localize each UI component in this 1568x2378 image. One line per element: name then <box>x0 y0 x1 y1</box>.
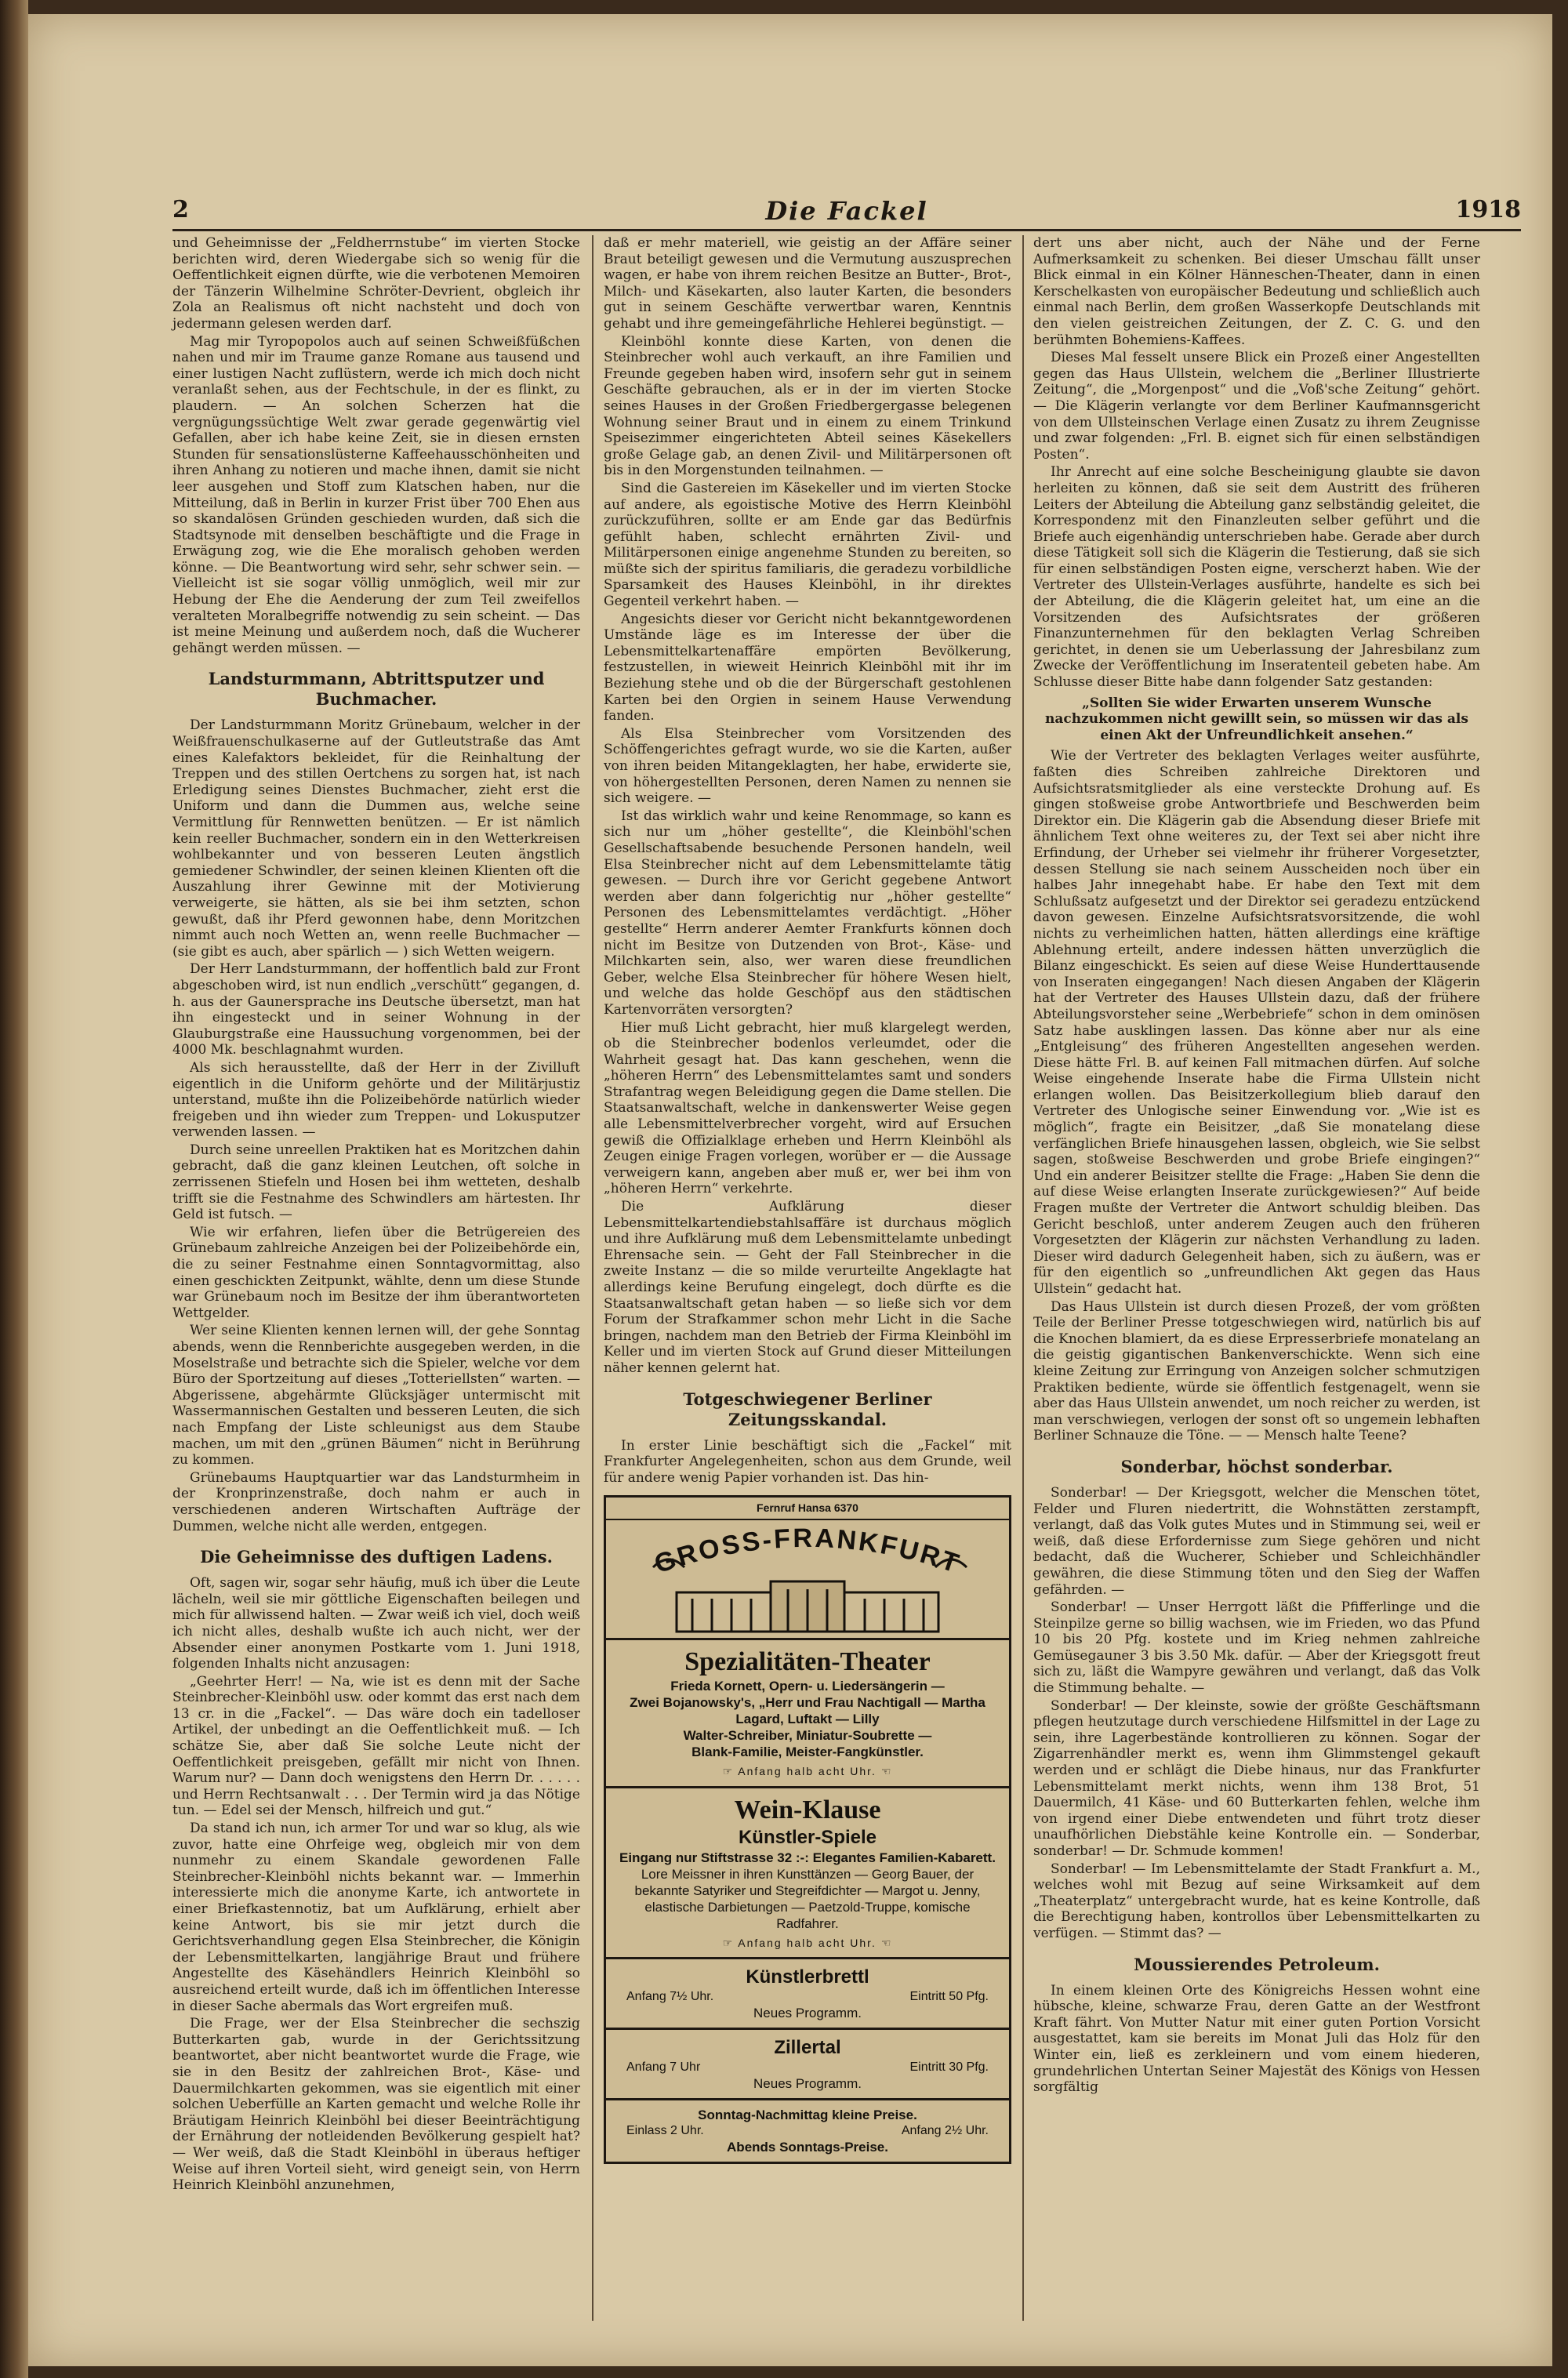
ad-title: Spezialitäten-Theater <box>684 1646 931 1676</box>
paragraph: Die Frage, wer der Elsa Steinbrecher die sechszig Butterkarten gab, wurde in der Gerichtssitzung beantwortet, aber nicht beantwortet wurde die Frage, wie sie in den Besitz der zahlreichen Brot-, Käse- und Dauermilchkarten gekommen, was sie eigentlich mit einer solchen Ueberfülle an Karten gemacht und welche Rolle ihr Bräutigam Heinrich Kleinböhl bei dieser Beeinträchtigung der Ernährung der notleidenden Bevölkerung gespielt hat? — Wer weiß, daß die Stadt Kleinböhl in überaus heftiger Weise auf ihren Vorteil sieht, wird geneigt sein, von Herrn Heinrich Kleinböhl anzunehmen, <box>172 2016 580 2194</box>
paragraph: Oft, sagen wir, sogar sehr häufig, muß ich über die Leute lächeln, weil sie mir göttliche Eigenschaften beilegen und mich für allwissend halten. — Zwar weiß ich viel, doch weiß ich nicht alles, deshalb wußte ich auch nicht, wer der Absender einer anonymen Postkarte vom 1. Juni 1918, folgenden Inhalts nicht anzusagen: <box>172 1575 580 1672</box>
ad-weinklause <box>606 1788 1009 1960</box>
paragraph: In einem kleinen Orte des Königreichs Hessen wohnt eine hübsche, kleine, schwarze Frau, deren Gatte an der Westfront Kraft fährt. Von Mutter Natur mit einer guten Portion Vorsicht ausgestattet, kam sie bereits im Monat Juli das Holz für den Winter ein, ließ es zerkleinern und vom einem hiederen, grundehrlichen Untertan Seiner Majestät des Königs von Hessen sorgfältig <box>1033 1982 1480 2096</box>
paragraph: dert uns aber nicht, auch der Nähe und der Ferne Aufmerksamkeit zu schenken. Bei dieser Umschau fällt unser Blick einmal in ein Kölner Hänneschen-Theater, dann in einen Kerschelkasten von europäischer Bedeutung und schließlich auch einmal nach Berlin, dem großen Wasserkopfe Deutschlands mit den vielen geistreichen Zeitungen, der Z. C. G. und den berühmten Bohemiens-Kaffees. <box>1033 235 1480 348</box>
ad-title: Künstlerbrettl <box>746 1966 869 1988</box>
paragraph: Da stand ich nun, ich armer Tor und war so klug, als wie zuvor, hatte eine Ohrfeige weg, obgleich mir von dem nunmehr zu einem Skandale gewordenen Falle Steinbrecher-Kleinböhl nichts bekannt war. — Immerhin interessierte mich die anonyme Karte, ich antwortete in einer Briefkastennotiz, bat um Aufklärung, erhielt aber keine Antwort, bis sie mir jetzt durch die Gerichtsverhandlung gegen Elsa Steinbrecher, die Königin der Lebensmittelkarten, langjährige Braut und frühere Angestellte des Käsehändlers Heinrich Kleinböhl so ausreichend erteilt wurde, daß ich im öffentlichen Interesse in dieser Sache abermals das Wort ergreifen muß. <box>172 1821 580 2014</box>
paragraph: Das Haus Ullstein ist durch diesen Prozeß, der vom größten Teile der Berliner Presse totgeschwiegen wird, natürlich bis auf die Knochen blamiert, da es diese Erpresserbriefe monatelang an die geistig gigantischen Bankenverschickte. Wenn sich eine kleine Zeitung zur Erringung von Anzeigen solcher schmutzigen Praktiken bediente, würde sie öffentlich festgenagelt, wenn sie aber das Haus Ullstein anwendet, um noch reicher zu werden, ist man verschwiegen, verlogen der sonst oft so ungemein lebhaften Berliner Schnauze die Töne. — — Mensch halte Teene? <box>1033 1298 1480 1444</box>
paragraph: Kleinböhl konnte diese Karten, von denen die Steinbrecher wohl auch verkauft, an ihre Familien und Freunde gegeben haben wird, insofern sehr gut in seinem Geschäfte gebrauchen, als er in der im vierten Stocke seines Hauses in der Großen Friedbergergasse belegenen Wohnung seiner Braut und in einem zu einem Trinkund Speisezimmer eingerichteten Abteil seines Käsekellers große Gelage gab, an denen Zivil- und Militärpersonen oft bis in den Morgenstunden teilnahmen. — <box>604 333 1011 479</box>
ad-line: Eingang nur Stiftstrasse 32 :-: Elegantes Familien-Kabarett. <box>619 1850 996 1865</box>
paragraph: daß er mehr materiell, wie geistig an der Affäre seiner Braut beteiligt gewesen und die Vermutung auszusprechen wagen, er habe von ihrem reichen Besitze an Butter-, Brot-, Milch- und Käsekarten, also lauter Karten, die besonders gut in seinem Geschäfte verwertbar waren, Kenntnis gehabt und ihre gemeingefährliche Hehlerei begünstigt. — <box>604 235 1011 332</box>
ad-logo-text: GROSS-FRANKFURT <box>651 1523 965 1580</box>
article-heading: Moussierendes Petroleum. <box>1134 1954 1380 1974</box>
paragraph: Angesichts dieser vor Gericht nicht bekanntgewordenen Umstände läge es im Interesse der über die Lebensmittelkartenaffäre empörten Bevölkerung, festzustellen, in wieweit Heinrich Kleinböhl mit ihr im Beziehung stehe und ob die der Bürgerschaft gestohlenen Karten bei den Orgien in seinem Hause Verwendung fanden. <box>604 611 1011 724</box>
paragraph: Der Landsturmmann Moritz Grünebaum, welcher in der Weißfrauenschulkaserne auf der Gutleutstraße das Amt eines Kalefaktors bekleidet, für die Reinhaltung der Treppen und des stillen Oertchens zu sorgen hat, ist nach Erledigung seines Dienstes Buchmacher, zieht erst die Uniform und dann die Dummen aus, welche seine Vermittlung für Rennwetten benützen. — Er ist nämlich kein reeller Buchmacher, sondern ein in den Wetterkreisen wohlbekannter und von besseren Leuten ängstlich gemiedener Schwindler, der seinen kleinen Klienten oft die Auszahlung ihrer Gewinne mit der Motivierung verweigerte, sie hätten, als sie bei ihm setzten, schon gewußt, daß ihr Pferd gewonnen habe, denn Moritzchen nimmt auch noch Wetten an, wenn reelle Buchmacher — (sie gibt es auch, aber spärlich — ) sich Wetten weigern. <box>172 717 580 960</box>
paragraph: Dieses Mal fesselt unsere Blick ein Prozeß einer Angestellten gegen das Haus Ullstein, welchem die „Berliner Illustrierte Zeitung“, die „Morgenpost“ und die „Voß'sche Zeitung“ gehört. — Die Klägerin verlangte vor dem Berliner Kaufmannsgericht von dem Ullsteinschen Verlage einen Zusatz zu ihrem Zeugnisse und zwar folgenden: „Frl. B. eignet sich für einen selbständigen Posten“. <box>1033 350 1480 463</box>
ad-start: Anfang 7½ Uhr. <box>626 1990 714 2004</box>
ad-sonntag <box>606 2100 1009 2162</box>
page-number: 2 <box>172 196 189 223</box>
ad-line: Lore Meissner in ihren Kunsttänzen — Georg Bauer, der bekannte Satyriker und Stegreifdichter — Margot u. Jenny, elastische Darbietungen — Paetzold-Truppe, komische Radfahrer. <box>634 1866 981 1931</box>
column-divider <box>592 235 593 2321</box>
ad-program: Neues Programm. <box>753 2076 862 2092</box>
paragraph: Als Elsa Steinbrecher vom Vorsitzenden des Schöffengerichtes gefragt wurde, wo sie die Karten, außer von ihren beiden Mitangeklagten, her habe, erwiderte sie, von höhergestellten Personen, deren Namen zu nennen sie sich weigere. — <box>604 725 1011 807</box>
ad-spezialitaeten <box>606 1640 1009 1788</box>
ad-line: Einlass 2 Uhr. <box>626 2124 704 2138</box>
ad-start-time: ☞ Anfang halb acht Uhr. ☜ <box>722 1764 893 1777</box>
ad-title: Wein-Klause <box>734 1795 881 1824</box>
ad-line: Frieda Kornett, Opern- u. Liedersängerin — <box>670 1678 945 1694</box>
ad-kuenstlerbrettl <box>606 1959 1009 2030</box>
paragraph: Der Herr Landsturmmann, der hoffentlich bald zur Front abgeschoben wird, ist nun endlich „verschütt“ gegangen, d. h. aus der Gaunersprache ins Deutsche übersetzt, man hat ihn eingesteckt und in seiner Wohnung in der Glauburgstraße eine Haussuchung vorgenommen, bei der 4000 Mk. beschlagnahmt wurden. <box>172 961 580 1058</box>
paragraph: Ist das wirklich wahr und keine Renommage, so kann es sich nur um „höher gestellte“, die Kleinböhl'schen Gesellschaftsabende besuchende Personen handeln, weil Elsa Steinbrecher nicht auf dem Lebensmittelamte tätig gewesen. — Durch ihre vor Gericht gegebene Antwort werden aber dann folgerichtig nur „höher gestellte“ Personen des Lebensmittelamtes verdächtigt. „Höher gestellte“ Herrn anderer Aemter Frankfurts können doch nicht im Besitze von Dutzenden von Brot-, Käse- und Milchkarten sein, also, wer waren diese freundlichen Geber, welche Elsa Steinbrecher für höhere Wesen hielt, und welche das holde Geschöpf aus den städtischen Kartenvorräten versorgten? <box>604 808 1011 1018</box>
paragraph: In erster Linie beschäftigt sich die „Fackel“ mit Frankfurter Angelegenheiten, schon aus dem Grunde, weil für andere wenig Papier vorhanden ist. Das hin- <box>604 1437 1011 1486</box>
paragraph: und Geheimnisse der „Feldherrnstube“ im vierten Stocke berichten wird, deren Wiedergabe sich so wenig für die Oeffentlichkeit eignen dürfte, wie die verbotenen Memoiren der Tänzerin Wilhelmine Schröter-Devrient, obgleich ihr Zola an Realismus oft nicht nachsteht und doch von jedermann gelesen werden darf. <box>172 235 580 332</box>
paragraph: Sonderbar! — Der kleinste, sowie der größte Geschäftsmann pflegen heutzutage durch verschiedene Hilfsmittel in der Lage zu sein, ihre Lagerbestände kontrollieren zu können. Sogar der Zigarrenhändler merkt es, wenn ihm Glimmstengel gekauft werden und er schlägt die Diebe hinaus, nur das Frankfurter Lebensmittelamt merkt nichts, wenn ihm 138 Brot, 51 Dauermilch, 41 Käse- und 60 Butterkarten fehlen, welche ihm von irgend einer Diebe entwendeten und führt trotz dieser unaufhörlichen Diebstähle keine Kontrolle ein. — Sonderbar, sonderbar! — Dr. Schmude kommen! <box>1033 1697 1480 1859</box>
column-middle <box>604 235 1011 2164</box>
paragraph: Sonderbar! — Unser Herrgott läßt die Pfifferlinge und die Steinpilze gerne so billig wachsen, wie im Frieden, wo das Pfund 10 bis 20 Pfg. kostete und im Krieg nehmen zahlreiche Gemüsegauner 3 bis 3.50 Mk. dafür. — Aber der Kriegsgott freut sich zu, läßt die Wampyre gewähren und verlangt, daß das Volk die Stimmung behalte. — <box>1033 1599 1480 1697</box>
paragraph: „Geehrter Herr! — Na, wie ist es denn mit der Sache Steinbrecher-Kleinböhl usw. oder kommt das erst nach dem 13 cr. in die „Fackel“. — Das wäre doch ein tadelloser Artikel, der unbedingt an die Oeffentlichkeit muß. — Ich schätze Sie, aber daß Sie solche Leute nicht der Oeffentlichkeit preisgeben, gefällt mir nicht von Ihnen. Warum nur? — Dann doch wenigstens den Herrn Dr. . . . . . und Herrn Rechtsanwalt . . . Der Termin wird ja das Nötige tun. — Edel sei der Mensch, hilfreich und gut.“ <box>172 1673 580 1819</box>
article-heading: Landsturmmann, Abtrittsputzer und Buchmacher. <box>208 669 545 710</box>
article-heading: Sonderbar, höchst sonderbar. <box>1120 1456 1393 1476</box>
theater-advertisement <box>604 1495 1011 2164</box>
ad-phone: Fernruf Hansa 6370 <box>606 1498 1009 1520</box>
page-header <box>172 196 1521 227</box>
column-right <box>1033 235 1480 2097</box>
paragraph: Ihr Anrecht auf eine solche Bescheinigung glaubte sie davon herleiten zu können, daß sie seit dem Austritt des früheren Leiters der Abteilung die Abteilung ganz selbständig geleitet, die Korrespondenz mit den Finanzleuten selber geführt und die Briefe auch eigenhändig unterschrieben habe. Gerade aber durch diese Tätigkeit soll sich die Klägerin die Testierung, daß sie sich für einen selbständigen Posten eigne, verscherzt haben. Wie der Vertreter des Ullstein-Verlages ausführte, handelte es sich bei der Abteilung, die die Klägerin geleitet hat, um eine an die Vorsitzenden des Aufsichtsrates der größeren Finanzunternehmen für den beklagten Verlag Schreiben gerichtet, in denen sie um Ueberlassung der Jahresbilanz zum Zwecke der Veröffentlichung im Inseratenteil gebeten habe. Am Schlusse dieser Bitte habe dann folgender Satz gestanden: <box>1033 464 1481 691</box>
ad-line: Walter-Schreiber, Miniatur-Soubrette — <box>683 1727 932 1743</box>
ad-zillertal <box>606 2030 1009 2100</box>
article-heading: Die Geheimnisse des duftigen Ladens. <box>200 1547 553 1567</box>
building-illustration <box>606 1520 1009 1638</box>
paragraph: Als sich herausstellte, daß der Herr in der Zivilluft eigentlich in die Uniform gehörte und der Militärjustiz unterstand, mußte ihn die Polizeibehörde natürlich wieder freigeben und ihn wieder zum Treppen- und Lokusputzer verwenden lassen. — <box>172 1059 580 1141</box>
ad-line: Zwei Bojanowsky's, „Herr und Frau Nachtigall — Martha Lagard, Luftakt — Lilly <box>630 1694 985 1726</box>
ad-line: Anfang 2½ Uhr. <box>901 2124 989 2138</box>
paragraph: Wie der Vertreter des beklagten Verlages weiter ausführte, faßten dies Schreiben zahlreiche Direktoren und Aufsichtsratsmitglieder als eine versteckte Drohung auf. Es gingen stoßweise grobe Antwortbriefe und Beschwerden beim Direktor ein. Die Klägerin gab die Absendung dieser Briefe mit ähnlichem Text ohne weiteres zu, der Text sei aber nicht ihre Erfindung, der Urheber sei vielmehr ihr früherer Vorgesetzter, dessen Stellung sie nach seinem Ausscheiden noch über ein halbes Jahr innegehabt habe. Er habe den Text mit dem Schlußsatz aufgesetzt und der Direktor sei geradezu entzückend davon gewesen. Einzelne Aufsichtsratsvorsitzende, die wohl nichts zu verheimlichen hatten, hätten allerdings eine kräftige Ablehnung erteilt, andere indessen hätten unverzüglich die Bilanz eingeschickt. Es seien auf diese Weise Hunderttausende von Inseraten eingegangen! Nach diesen Angaben der Klägerin hat der Vertreter des Hauses Ullstein dazu, daß der frühere Abteilungsvorsteher seine „Werbebriefe“ schon in dem ominösen Satz habe ausklingen lassen. Das könne aber nur als eine „Entgleisung“ des früheren Angestellten angesehen werden. Diese hätte Frl. B. auf keinen Fall mitmachen dürfen. Auf solche Weise eingehende Inserate habe die Firma Ullstein nicht erlangen wollen. Das Beisitzerkollegium blieb darauf den Vertreter des Unlogische seiner Einwendung vor. „Wie ist es möglich“, fragte ein Beisitzer, „daß Sie monatelang diese verfänglichen Briefe hinausgehen lassen, obgleich, wie Sie selbst sagen, stoßweise Beschwerden und grobe Briefe eingingen?“ Und ein anderer Beisitzer stellte die Frage: „Haben Sie denn die auf diese Weise erlangten Inserate zurückgewiesen?“ Auf beide Fragen mußte der Vertreter die Antwort schuldig bleiben. Das Gericht beschloß, unter anderem Zeugen auch den früheren Vorgesetzten der Klägerin zur nächsten Verhandlung zu laden. Dieser wird dadurch Gelegenheit haben, sich zu äußern, was er für den eigentlich so „unfreundlichen Akt gegen das Haus Ullstein“ gedacht hat. <box>1033 748 1480 1297</box>
paragraph: Wer seine Klienten kennen lernen will, der gehe Sonntag abends, wenn die Rennberichte ausgegeben werden, in die Moselstraße und betrachte sich die Spieler, welche vor dem Büro der Sportzeitung auf dieses „Totteriellsten“ warten. — Abgerissene, abgehärmte Glücksjäger untermischt mit Wassermannischen Gestalten und besseren Leuten, die sich nach Empfang der Liste schleunigst aus dem Staube machen, um mit den „grünen Bäumen“ nicht in Berührung zu kommen. <box>172 1323 580 1469</box>
ad-program: Neues Programm. <box>753 2006 862 2021</box>
ad-start-time: ☞ Anfang halb acht Uhr. ☜ <box>722 1936 893 1949</box>
ad-price: Eintritt 50 Pfg. <box>909 1990 989 2004</box>
ad-subtitle: Künstler-Spiele <box>738 1826 877 1848</box>
ad-price: Eintritt 30 Pfg. <box>909 2060 989 2075</box>
column-left <box>172 235 580 2195</box>
quote: „Sollten Sie wider Erwarten unserem Wunsche nachzukommen nicht gewillt sein, so müssen wir das als einen Akt der Unfreundlichkeit ansehen.“ <box>1045 695 1468 743</box>
ad-start: Anfang 7 Uhr <box>626 2060 701 2075</box>
paragraph: Sonderbar! — Im Lebensmittelamte der Stadt Frankfurt a. M., welches wohl mit Bezug auf seine Wirksamkeit auf dem „Theaterplatz“ untergebracht wurde, hat es keine Kontrolle, daß die Berechtigung haben, kontrollos über Lebensmittelkarten zu verfügen. — Stimmt das? — <box>1033 1861 1480 1941</box>
ad-logo-building <box>606 1520 1009 1640</box>
book-binding <box>0 0 28 2378</box>
ad-line: Abends Sonntags-Preise. <box>727 2140 888 2155</box>
ad-title: Sonntag-Nachmittag kleine Preise. <box>698 2108 917 2123</box>
paragraph: Mag mir Tyropopolos auch auf seinen Schweißfüßchen nahen und mir im Traume ganze Romane aus tausend und einer lustigen Nacht zuflüstern, werde ich mich doch nicht veranlaßt sehen, aus der Fechtschule, in der es flinkt, zu plaudern. — An solchen Scherzen hat die vergnügungssüchtige Welt zwar gerade gegenwärtig viel Gefallen, aber ich habe keine Zeit, sie in diesen ernsten Stunden für sensationslüsterne Kaffeehausschönheiten und ihren Anhang zu notieren und mache ihnen, damit sie nicht leer ausgehen und Stoff zum Klatschen haben, nur die Mitteilung, daß in Berlin in kurzer Frist über 700 Ehen aus so skandalösen Gründen geschieden wurden, daß sich die Stadtsynode mit denselben beschäftigte und die Frage in Erwägung zog, wie die Ehe moralisch gehoben werden könne. — Die Beantwortung wird sehr, sehr schwer sein. — Vielleicht ist sie sogar völlig unmöglich, weil mir zur Hebung der Ehe die Aenderung der zum Teil zweifellos veralteten Moralbegriffe notwendig zu sein scheint. — Das ist meine Meinung und außerdem noch, daß die Wucherer gehängt werden müssen. — <box>172 333 580 656</box>
paragraph: Durch seine unreellen Praktiken hat es Moritzchen dahin gebracht, daß die ganz kleinen Leutchen, oft solche in zerrissenen Stiefeln und Hosen bei ihm wetteten, deshalb trifft sie die Festnahme des Schwindlers am härtesten. Ihr Geld ist futsch. — <box>172 1142 580 1223</box>
paragraph: Sind die Gastereien im Käsekeller und im vierten Stocke auf andere, als egoistische Motive des Herrn Kleinböhl zurückzuführen, sollte er am Ende gar das Bedürfnis gefühlt haben, schlecht ernährten Zivil- und Militärpersonen einige angenehme Stunden zu bereiten, so müßte sich der spiritus familiaris, die geradezu vorbildliche Sparsamkeit des Hauses Kleinböhl, in ihr direktes Gegenteil verkehrt haben. — <box>604 480 1011 610</box>
header-rule <box>172 229 1521 231</box>
paragraph: Wie wir erfahren, liefen über die Betrügereien des Grünebaum zahlreiche Anzeigen bei der Polizeibehörde ein, die zu seiner Festnahme einen Sonntagvormittag, also einen geschickten Zeitpunkt, wählte, denn um diese Stunde war Grünebaum noch im Besitze der ihm überantworteten Wettgelder. <box>172 1224 580 1321</box>
newspaper-title: Die Fackel <box>765 196 928 226</box>
column-divider <box>1022 235 1024 2321</box>
paragraph: Die Aufklärung dieser Lebensmittelkartendiebstahlsaffäre ist durchaus möglich und ihre Aufklärung muß dem Lebensmittelamte unbedingt Ehrensache sein. — Geht der Fall Steinbrecher in die zweite Instanz — die so milde verurteilte Angeklagte hat allerdings keine Berufung eingelegt, doch dürfte es die Staatsanwaltschaft getan haben — so ließe sich vor dem Forum der Strafkammer schon mehr Licht in die Sache bringen, nachdem man den Betrieb der Firma Kleinböhl im Keller und im vierten Stock auf Grund dieser Mitteilungen näher kennen gelernt hat. <box>604 1199 1011 1376</box>
paragraph: Sonderbar! — Der Kriegsgott, welcher die Menschen tötet, Felder und Fluren niedertritt, die Wohnstätten zerstampft, verlangt, daß das Volk gutes Mutes und in Stimmung sei, weil er weiß, daß diese Erfordernisse zum Siege gehören und nicht bedacht, daß die Wucherer, Schieber und Schleichhändler gewähren, die diese Stimmung töten und den Sieg der Waffen gefährden. — <box>1033 1484 1480 1598</box>
ad-line: Blank-Familie, Meister-Fangkünstler. <box>691 1744 924 1759</box>
article-heading: Totgeschwiegener Berliner Zeitungsskandal. <box>683 1389 932 1429</box>
paragraph: Grünebaums Hauptquartier war das Landsturmheim in der Kronprinzenstraße, doch nahm er auch in verschiedenen anderen Wirtschaften Aufträge der Dummen, welche nicht alle werden, entgegen. <box>172 1469 580 1534</box>
ad-title: Zillertal <box>774 2037 841 2059</box>
svg-text:GROSS-FRANKFURT <box>651 1523 964 1579</box>
page-year: 1918 <box>1455 196 1521 223</box>
paragraph: Hier muß Licht gebracht, hier muß klargelegt werden, ob die Steinbrecher bodenlos verleumdet, oder die Wahrheit gesagt hat. Das kann geschehen, wenn die „höheren Herrn“ des Lebensmittelamtes samt und sonders Strafantrag wegen Beleidigung gegen die Dame stellen. Die Staatsanwaltschaft, welche in dankenswerter Weise gegen alle Lebensmittelverbrecher vorgeht, wird auf Ersuchen gewiß die Offizialklage erheben und Herrn Kleinböhl als Zeugen einige Fragen vorlegen, worüber er — die Aussage verweigern kann, angeben aber muß er, wer bei ihm von „höheren Herrn“ verkehrte. <box>604 1019 1011 1197</box>
